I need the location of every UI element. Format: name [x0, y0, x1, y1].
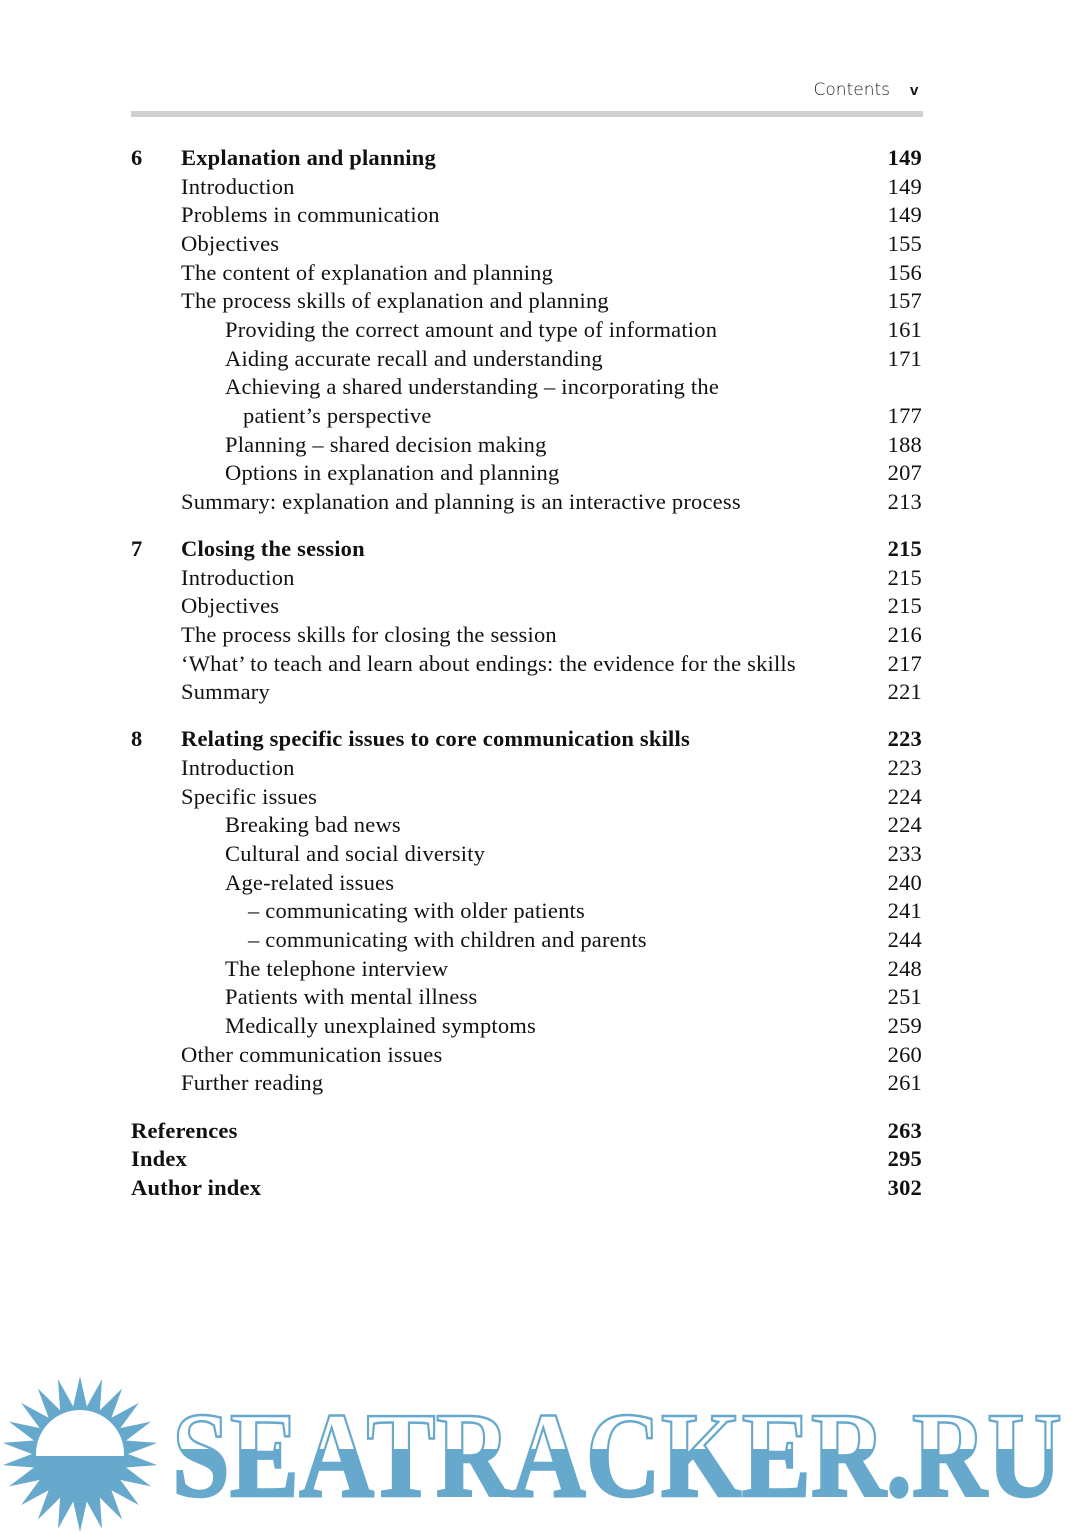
entry-title: Objectives — [181, 230, 280, 256]
entry-title: Age-related issues — [225, 869, 395, 895]
chapter-block — [131, 725, 922, 1098]
entry-page: 261 — [887, 1070, 922, 1096]
toc-heading — [131, 1174, 922, 1203]
entry-page: 177 — [887, 402, 922, 428]
entry-page: 223 — [887, 755, 922, 781]
svg-text:SEATRACKER.RU: SEATRACKER.RU — [172, 1388, 1062, 1523]
entry-title: The telephone interview — [225, 955, 449, 981]
toc-entry — [131, 897, 922, 926]
entry-page: 149 — [887, 202, 922, 228]
entry-title: Planning – shared decision making — [225, 431, 547, 457]
entry-title: – communicating with older patients — [248, 898, 585, 924]
toc-heading — [131, 535, 922, 564]
sun-icon — [3, 1376, 157, 1532]
entry-page: 248 — [887, 955, 922, 981]
entry-title: Summary — [181, 679, 270, 705]
entry-title: Aiding accurate recall and understanding — [225, 345, 603, 371]
entry-title: Introduction — [181, 173, 295, 199]
toc-entry — [131, 459, 922, 488]
entry-title: Problems in communication — [181, 202, 440, 228]
entry-page: 207 — [887, 460, 922, 486]
toc-entry — [131, 983, 922, 1012]
toc-heading — [131, 144, 922, 173]
entry-page: 149 — [887, 145, 922, 170]
entry-title: Further reading — [181, 1070, 324, 1096]
entry-page: 224 — [887, 783, 922, 809]
toc-entry — [131, 373, 922, 402]
toc-entry — [131, 811, 922, 840]
toc-entry — [131, 173, 922, 202]
entry-title: Introduction — [181, 564, 295, 590]
toc-entry — [131, 1041, 922, 1070]
entry-page: 263 — [887, 1117, 922, 1143]
header-rule — [131, 111, 923, 117]
toc-entry — [131, 402, 922, 431]
entry-title: Explanation and planning — [181, 145, 436, 170]
entry-title: The content of explanation and planning — [181, 259, 554, 285]
entry-page: 156 — [887, 259, 922, 285]
chapter-number: 8 — [131, 726, 143, 752]
entry-title: patient’s perspective — [243, 402, 432, 428]
toc-entry — [131, 754, 922, 783]
toc-entry — [131, 678, 922, 707]
chapter-block — [131, 535, 922, 707]
entry-title: – communicating with children and parents — [248, 927, 647, 953]
chapter-block — [131, 144, 922, 517]
toc-entry — [131, 1012, 922, 1041]
entry-title: Providing the correct amount and type of information — [225, 316, 718, 342]
entry-page: 188 — [887, 431, 922, 457]
entry-title: Summary: explanation and planning is an interactive process — [181, 488, 741, 514]
entry-page: 155 — [887, 230, 922, 256]
toc-entry — [131, 431, 922, 460]
entry-page: 233 — [887, 841, 922, 867]
entry-title: Cultural and social diversity — [225, 841, 486, 867]
entry-title: Achieving a shared understanding – incorporating the — [225, 374, 720, 400]
entry-title: Introduction — [181, 755, 295, 781]
entry-title: Medically unexplained symptoms — [225, 1013, 536, 1039]
entry-page: 223 — [887, 726, 922, 752]
entry-title: Objectives — [181, 593, 280, 619]
entry-title: Closing the session — [181, 536, 365, 562]
entry-page: 251 — [887, 984, 922, 1010]
entry-page: 157 — [887, 288, 922, 314]
entry-page: 260 — [887, 1041, 922, 1067]
entry-page: 171 — [887, 345, 922, 371]
entry-page: 295 — [887, 1146, 922, 1172]
toc-entry — [131, 345, 922, 374]
entry-title: Breaking bad news — [225, 812, 401, 838]
toc-entry — [131, 621, 922, 650]
entry-page: 302 — [887, 1174, 922, 1200]
entry-title: Relating specific issues to core communication skills — [181, 726, 690, 752]
toc-heading — [131, 1145, 922, 1174]
entry-page: 244 — [887, 927, 922, 953]
back-matter — [131, 1117, 922, 1203]
entry-page: 216 — [887, 622, 922, 647]
entry-page: 161 — [887, 316, 922, 342]
toc-entry — [131, 926, 922, 955]
entry-title: Author index — [131, 1174, 262, 1200]
toc-heading — [131, 1117, 922, 1146]
toc-entry — [131, 564, 922, 593]
entry-title: The process skills of explanation and planning — [181, 288, 609, 314]
entry-page: 215 — [887, 593, 922, 619]
chapter-number: 7 — [131, 536, 143, 562]
watermark-logo — [0, 1372, 1080, 1534]
toc-entry — [131, 955, 922, 984]
entry-title: References — [131, 1117, 238, 1143]
entry-page: 221 — [887, 679, 922, 705]
entry-page: 215 — [887, 564, 922, 590]
entry-page: 241 — [887, 898, 922, 924]
chapter-number: 6 — [131, 145, 143, 170]
entry-title: Other communication issues — [181, 1041, 443, 1067]
page-number: v — [910, 82, 919, 99]
table-of-contents — [131, 144, 922, 1202]
entry-page: 217 — [887, 650, 922, 676]
entry-title: The process skills for closing the session — [181, 622, 557, 647]
toc-entry — [131, 488, 922, 517]
toc-entry — [131, 1069, 922, 1098]
entry-title: ‘What’ to teach and learn about endings: the evidence for the skills — [181, 650, 796, 676]
entry-page: 213 — [887, 488, 922, 514]
toc-entry — [131, 783, 922, 812]
entry-title: Specific issues — [181, 783, 318, 809]
running-head: Contents — [813, 80, 890, 100]
toc-entry — [131, 650, 922, 679]
entry-title: Patients with mental illness — [225, 984, 478, 1010]
toc-entry — [131, 259, 922, 288]
entry-page: 215 — [887, 536, 922, 562]
toc-entry — [131, 840, 922, 869]
entry-title: Index — [131, 1146, 188, 1172]
entry-page: 240 — [887, 869, 922, 895]
toc-entry — [131, 316, 922, 345]
toc-heading — [131, 725, 922, 754]
toc-entry — [131, 592, 922, 621]
toc-entry — [131, 201, 922, 230]
toc-entry — [131, 287, 922, 316]
entry-title: Options in explanation and planning — [225, 460, 560, 486]
toc-entry — [131, 869, 922, 898]
entry-page: 149 — [887, 173, 922, 199]
entry-page: 224 — [887, 812, 922, 838]
entry-page: 259 — [887, 1013, 922, 1039]
toc-entry — [131, 230, 922, 259]
